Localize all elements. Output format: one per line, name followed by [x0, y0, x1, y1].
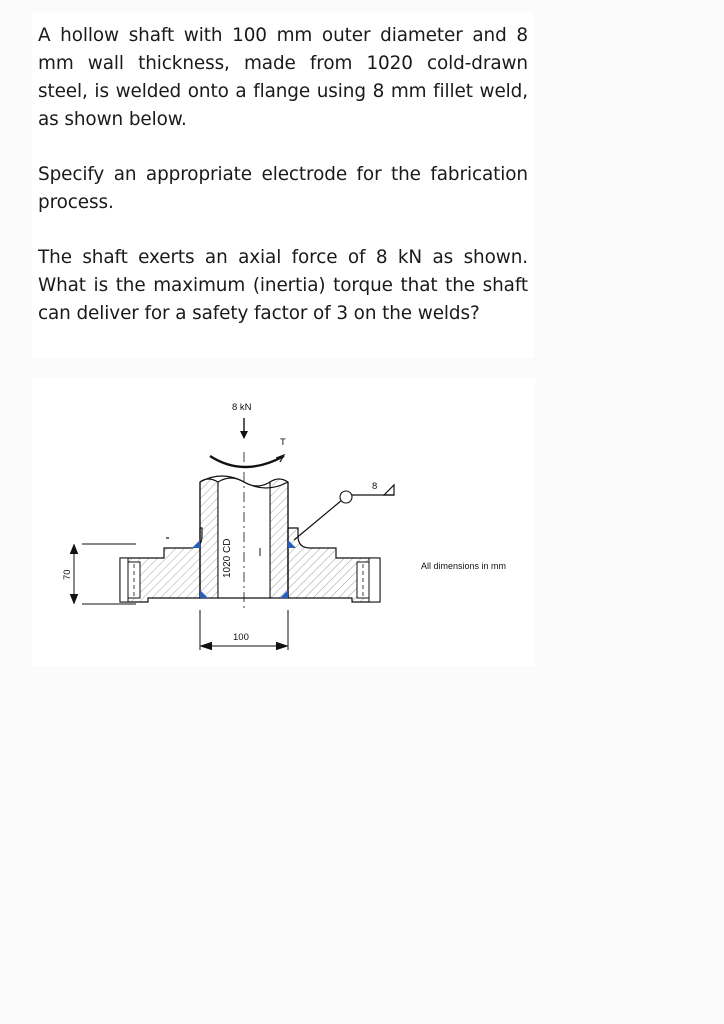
- shaft-wall-right: [270, 479, 288, 598]
- problem-paragraph-2: Specify an appropriate electrode for the fabrication process.: [38, 164, 528, 213]
- weld-diagram: [32, 378, 535, 666]
- fillet-weld-symbol: [384, 485, 394, 495]
- weld-top-left: [192, 540, 200, 548]
- torque-arrow: [210, 456, 284, 467]
- problem-paragraph-1: A hollow shaft with 100 mm outer diameter and 8 mm wall thickness, made from 1020 cold-drawn steel, is welded onto a flange using 8 mm fillet weld, as shown below.: [38, 25, 528, 130]
- units-note: All dimensions in mm: [421, 561, 507, 571]
- material-label: 1020 CD: [222, 538, 233, 578]
- weld-size-label: 8: [372, 481, 378, 492]
- problem-statement: [32, 12, 534, 358]
- weld-all-around-circle: [340, 491, 352, 503]
- torque-label: T: [280, 437, 286, 448]
- weld-leader-line: [294, 500, 342, 540]
- diameter-label: 100: [233, 632, 249, 643]
- shaft-wall-left: [200, 479, 218, 598]
- force-label: 8 kN: [232, 402, 252, 413]
- height-label: 70: [62, 569, 73, 580]
- weld-diagram-svg: [32, 378, 535, 666]
- problem-paragraph-3: The shaft exerts an axial force of 8 kN as shown. What is the maximum (inertia) torque that the shaft can deliver for a safety factor of 3 on the welds?: [38, 247, 528, 324]
